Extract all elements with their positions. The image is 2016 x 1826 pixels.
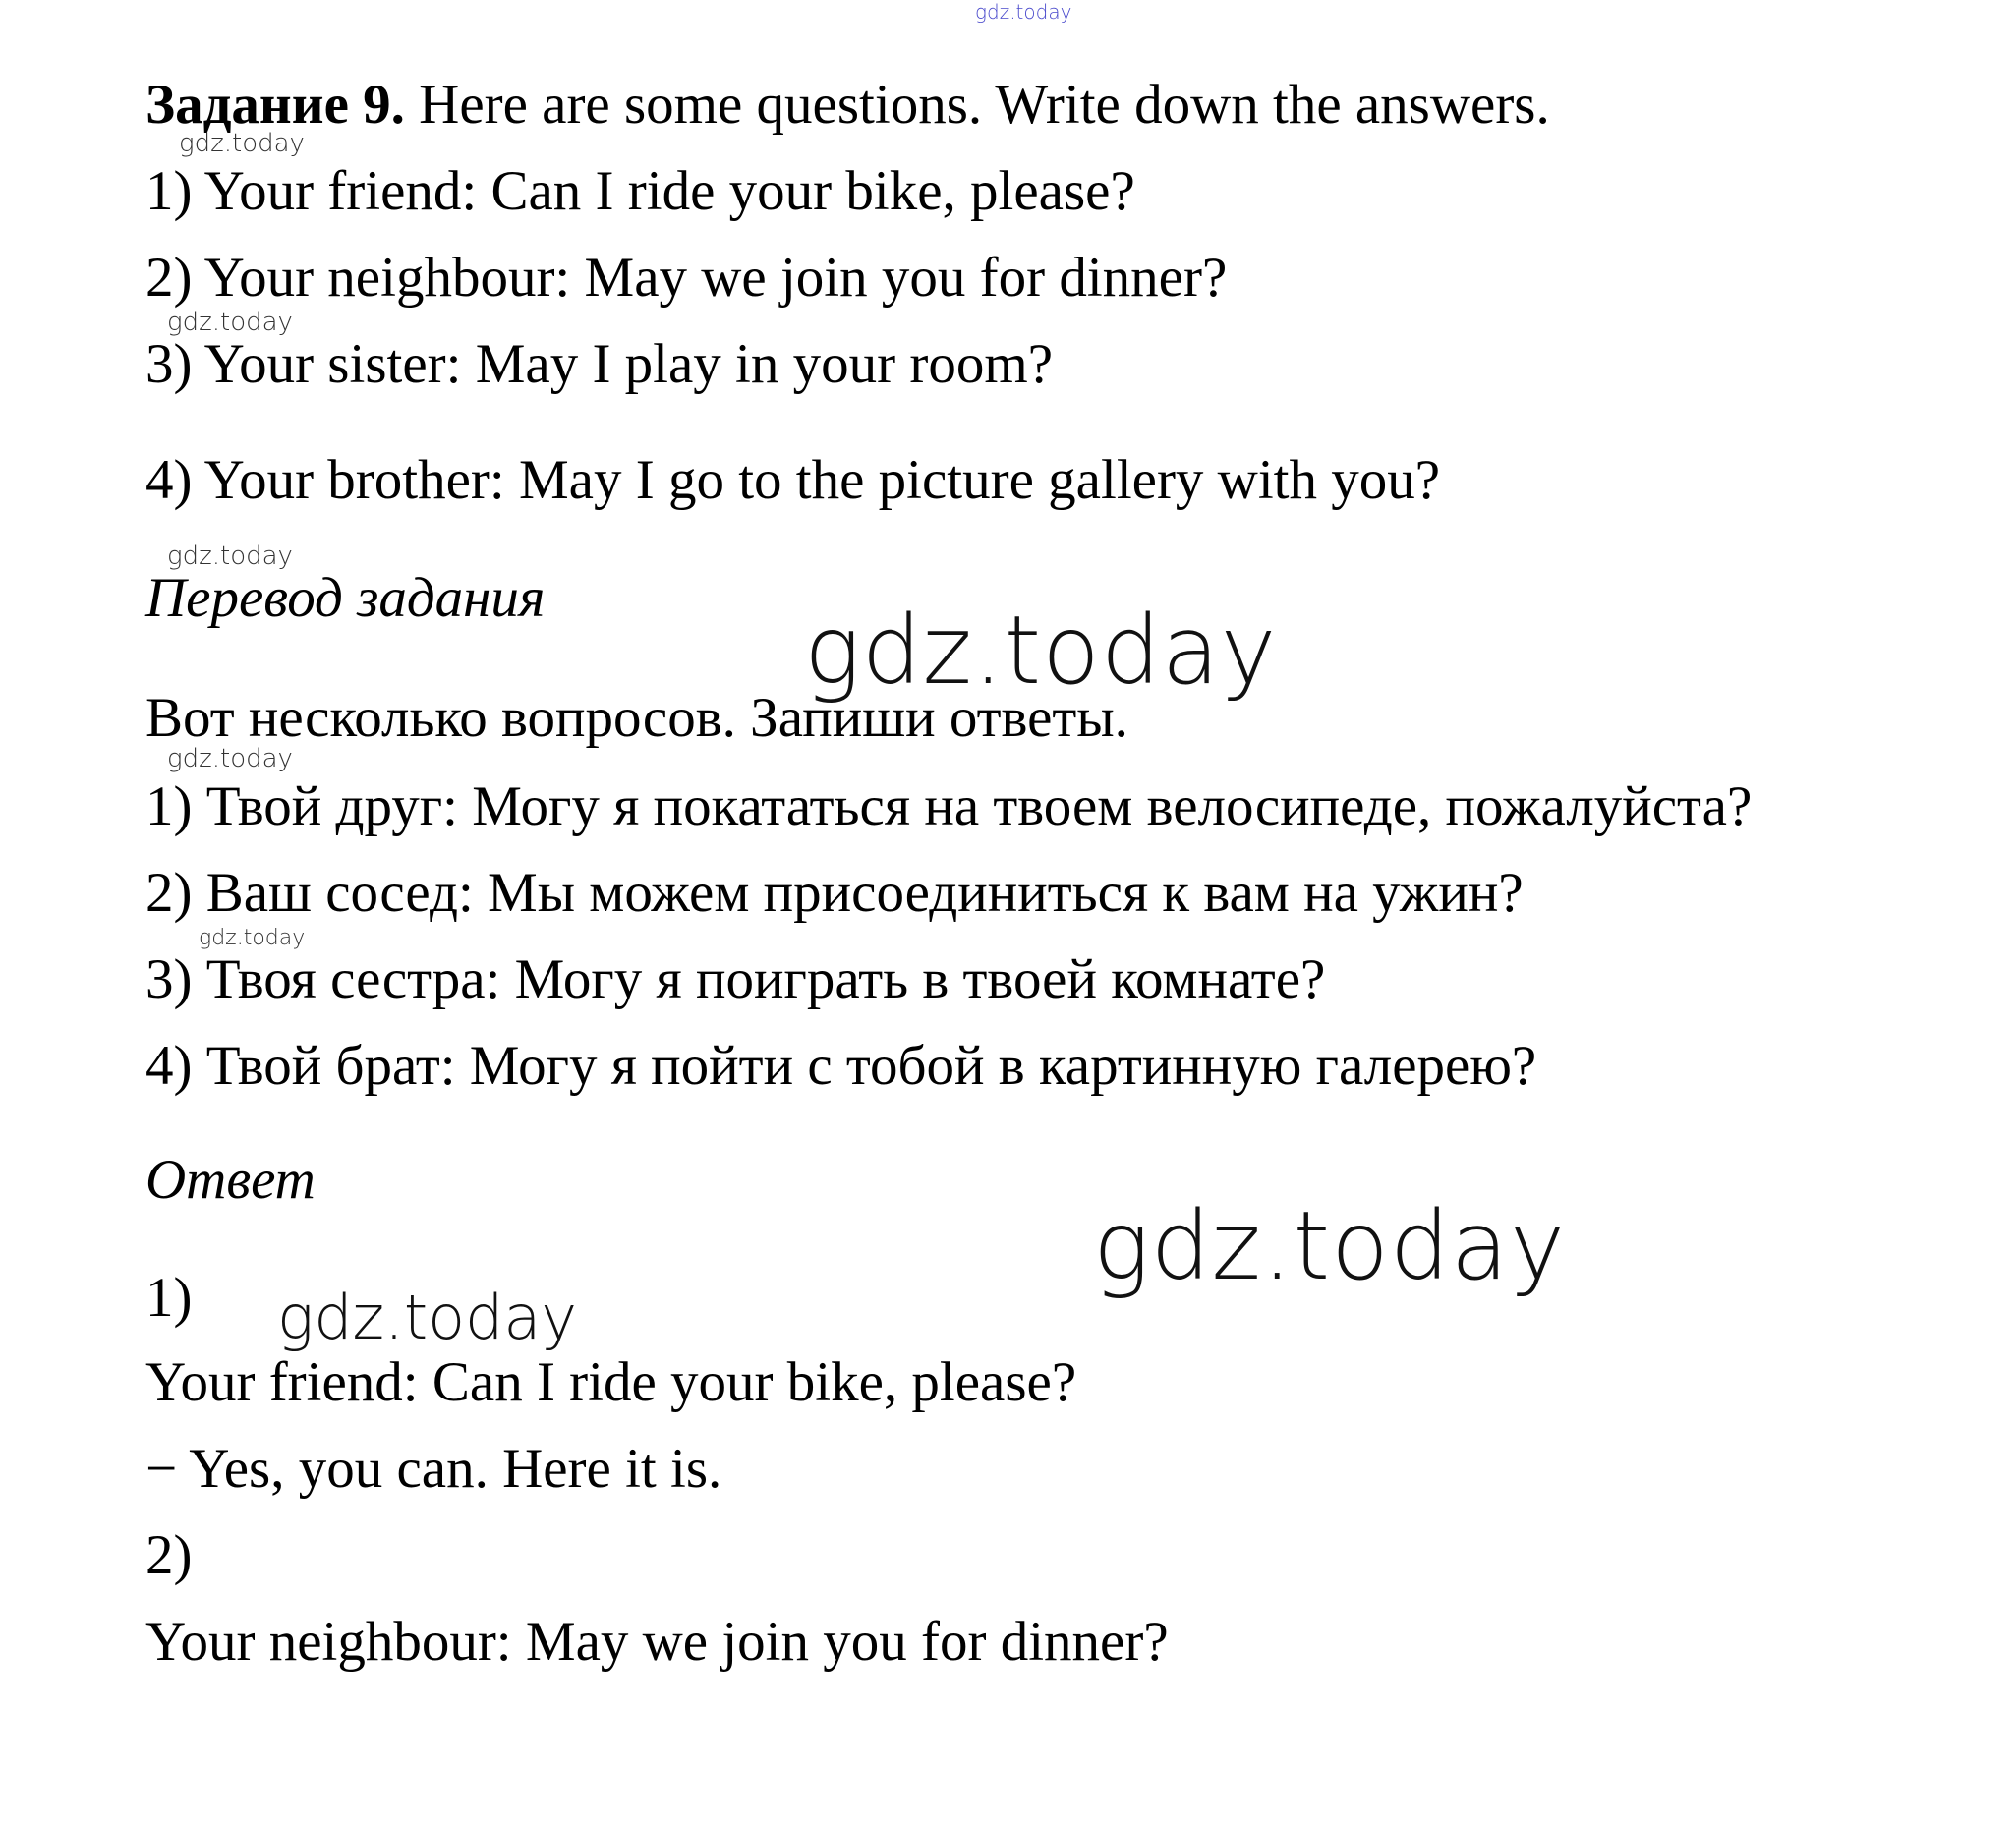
- watermark-small: gdz.today: [167, 308, 293, 337]
- watermark-top: gdz.today: [975, 0, 1072, 24]
- task-title-number: Задание 9.: [145, 74, 405, 136]
- watermark-large: gdz.today: [804, 596, 1278, 706]
- answer-reply-1: − Yes, you can. Here it is.: [145, 1438, 722, 1500]
- answer-number-1: 1): [145, 1267, 193, 1329]
- watermark-large: gdz.today: [1093, 1191, 1567, 1301]
- task-question-1: 1) Your friend: Can I ride your bike, please?: [145, 160, 1135, 222]
- watermark-small: gdz.today: [167, 542, 293, 571]
- answer-question-2: Your neighbour: May we join you for dinner?: [145, 1611, 1169, 1673]
- answer-question-1: Your friend: Can I ride your bike, please?: [145, 1351, 1077, 1413]
- watermark-small: gdz.today: [167, 744, 293, 773]
- translation-question-3: 3) Твоя сестра: Могу я поиграть в твоей комнате?: [145, 948, 1326, 1010]
- watermark-small: gdz.today: [179, 129, 305, 158]
- watermark-medium: gdz.today: [277, 1282, 578, 1353]
- watermark-small: gdz.today: [199, 926, 306, 950]
- translation-question-4: 4) Твой брат: Могу я пойти с тобой в картинную галерею?: [145, 1035, 1537, 1097]
- translation-question-2: 2) Ваш сосед: Мы можем присоединиться к вам на ужин?: [145, 862, 1524, 924]
- translation-intro: Вот несколько вопросов. Запиши ответы.: [145, 687, 1128, 749]
- translation-heading: Перевод задания: [145, 567, 546, 629]
- task-question-4: 4) Your brother: May I go to the picture gallery with you?: [145, 449, 1441, 511]
- answer-number-2: 2): [145, 1524, 193, 1586]
- answer-heading: Ответ: [145, 1149, 316, 1211]
- task-title-text: Here are some questions. Write down the answers.: [404, 74, 1550, 136]
- task-question-2: 2) Your neighbour: May we join you for dinner?: [145, 247, 1228, 309]
- translation-question-1: 1) Твой друг: Могу я покататься на твоем велосипеде, пожалуйста?: [145, 775, 1753, 837]
- task-title: [145, 74, 1550, 136]
- task-question-3: 3) Your sister: May I play in your room?: [145, 333, 1053, 395]
